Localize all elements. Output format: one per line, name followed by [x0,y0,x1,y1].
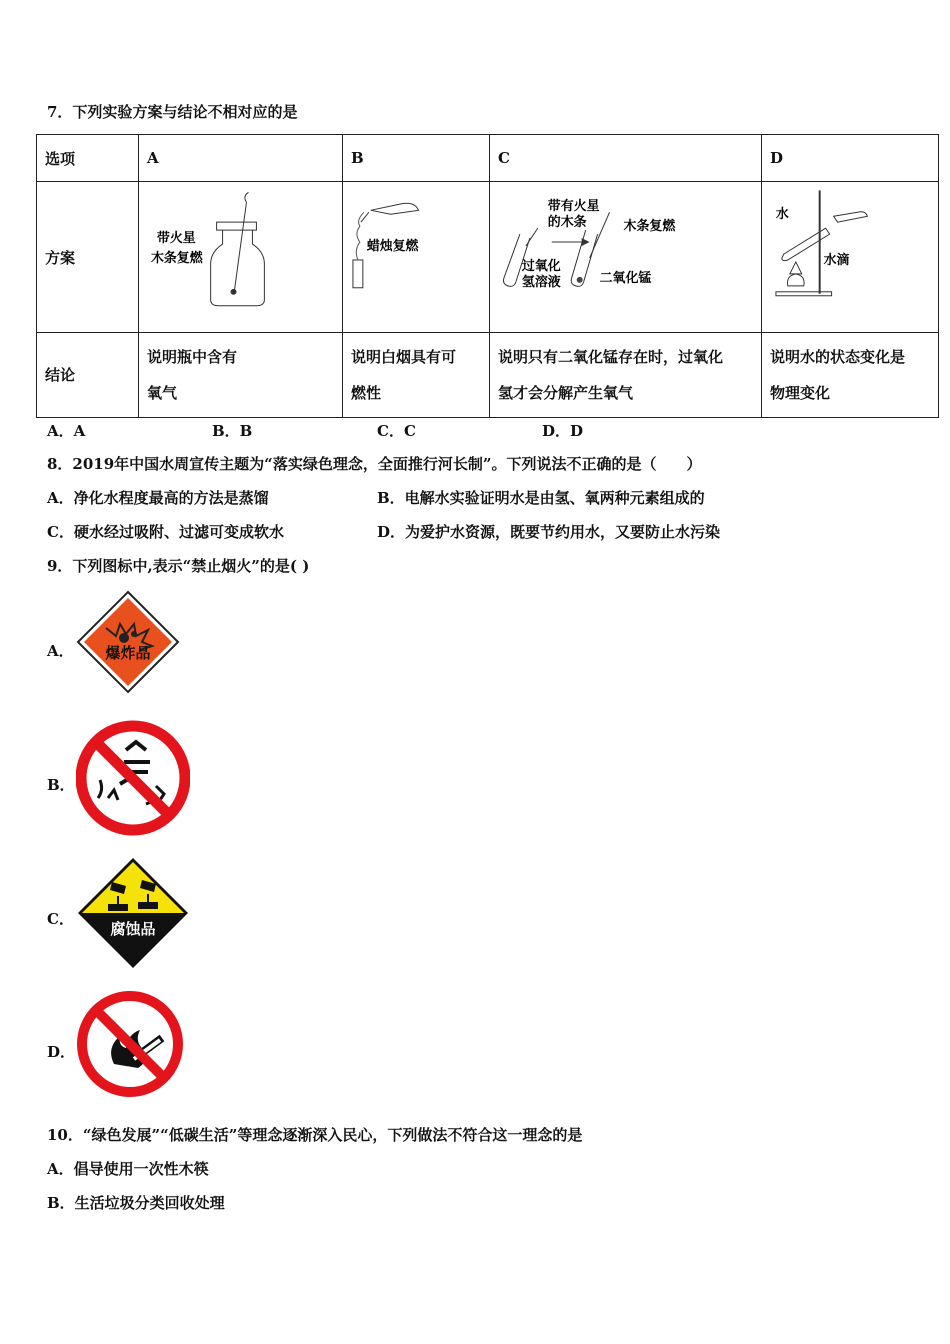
diagram-a-label-1: 带火星 [156,231,196,247]
q9-option-b-label[interactable]: B． [47,776,75,794]
conclusion-c [490,333,762,418]
diagram-c-test-tubes [490,182,761,328]
conclusion-b-line1: 说明白烟具有可 [351,348,457,366]
diagram-c-label-3: 木条复燃 [623,219,676,235]
conclusion-a-line2: 氧气 [147,384,178,402]
conclusion-a [139,333,343,418]
table-plan-row [37,182,939,333]
q8-option-c[interactable]: C．硬水经过吸附、过滤可变成软水 [47,523,284,541]
q7-option-c[interactable]: C．C [377,422,416,440]
diagram-d-label-1: 水 [775,207,789,223]
header-a: A [139,135,343,182]
q9-option-a-label[interactable]: A． [47,642,74,660]
diagram-b-label: 蜡烛复燃 [366,239,419,255]
diagram-c-label-6: 二氧化锰 [599,270,652,286]
q9-option-d-label[interactable]: D． [47,1043,76,1061]
plan-c-cell [490,182,762,333]
header-c: C [490,135,762,182]
plan-label: 方案 [37,182,139,333]
diagram-d-heating [762,182,938,328]
q7-option-d[interactable]: D．D [542,422,584,440]
diagram-c-label-2: 的木条 [547,215,587,231]
experiment-table [36,134,939,418]
explosive-sign-icon[interactable] [76,590,180,694]
conclusion-c-line2: 氢才会分解产生氧气 [498,384,634,402]
corrosive-sign-icon[interactable] [76,856,190,970]
diagram-a-label-2: 木条复燃 [150,250,203,266]
diagram-b-candle [343,182,489,328]
diagram-a-jar [139,182,342,328]
conclusion-c-line1: 说明只有二氧化锰存在时，过氧化 [498,348,724,366]
question-10-stem: 10．“绿色发展”“低碳生活”等理念逐渐深入民心，下列做法不符合这一理念的是 [47,1126,583,1144]
q8-option-a[interactable]: A．净化水程度最高的方法是蒸馏 [47,489,269,507]
no-fireworks-sign-icon[interactable] [76,720,190,836]
no-smoking-fire-sign-icon[interactable] [76,990,184,1098]
q10-option-b[interactable]: B．生活垃圾分类回收处理 [47,1194,225,1212]
corrosive-sign-text: 腐蚀品 [110,920,156,938]
conclusion-d-line2: 物理变化 [770,384,831,402]
plan-a-cell [139,182,343,333]
conclusion-label: 结论 [37,333,139,418]
conclusion-b [343,333,490,418]
question-7-stem: 7．下列实验方案与结论不相对应的是 [47,103,298,121]
question-9-stem: 9．下列图标中,表示“禁止烟火”的是( ) [47,557,310,575]
plan-b-cell [343,182,490,333]
q9-option-c-label[interactable]: C． [47,910,74,928]
conclusion-a-line1: 说明瓶中含有 [147,348,238,366]
q7-option-a[interactable]: A．A [47,422,86,440]
table-header-row [37,135,939,182]
diagram-c-label-5: 氢溶液 [521,274,561,290]
q8-option-d[interactable]: D．为爱护水资源，既要节约用水，又要防止水污染 [377,523,721,541]
conclusion-d [762,333,939,418]
q8-option-b[interactable]: B．电解水实验证明水是由氢、氧两种元素组成的 [377,489,705,507]
explosive-sign-text: 爆炸品 [105,644,151,662]
conclusion-b-line2: 燃性 [351,384,382,402]
diagram-c-label-1: 带有火星 [547,199,600,215]
table-conclusion-row [37,333,939,418]
q10-option-a[interactable]: A．倡导使用一次性木筷 [47,1160,209,1178]
diagram-d-label-2: 水滴 [823,252,850,268]
diagram-c-label-4: 过氧化 [521,258,561,274]
plan-d-cell [762,182,939,333]
question-8-stem: 8．2019年中国水周宣传主题为“落实绿色理念，全面推行河长制”。下列说法不正确的是（ ） [47,455,702,473]
header-b: B [343,135,490,182]
conclusion-d-line1: 说明水的状态变化是 [770,348,906,366]
header-d: D [762,135,939,182]
q7-option-b[interactable]: B．B [212,422,253,440]
header-option: 选项 [37,135,139,182]
